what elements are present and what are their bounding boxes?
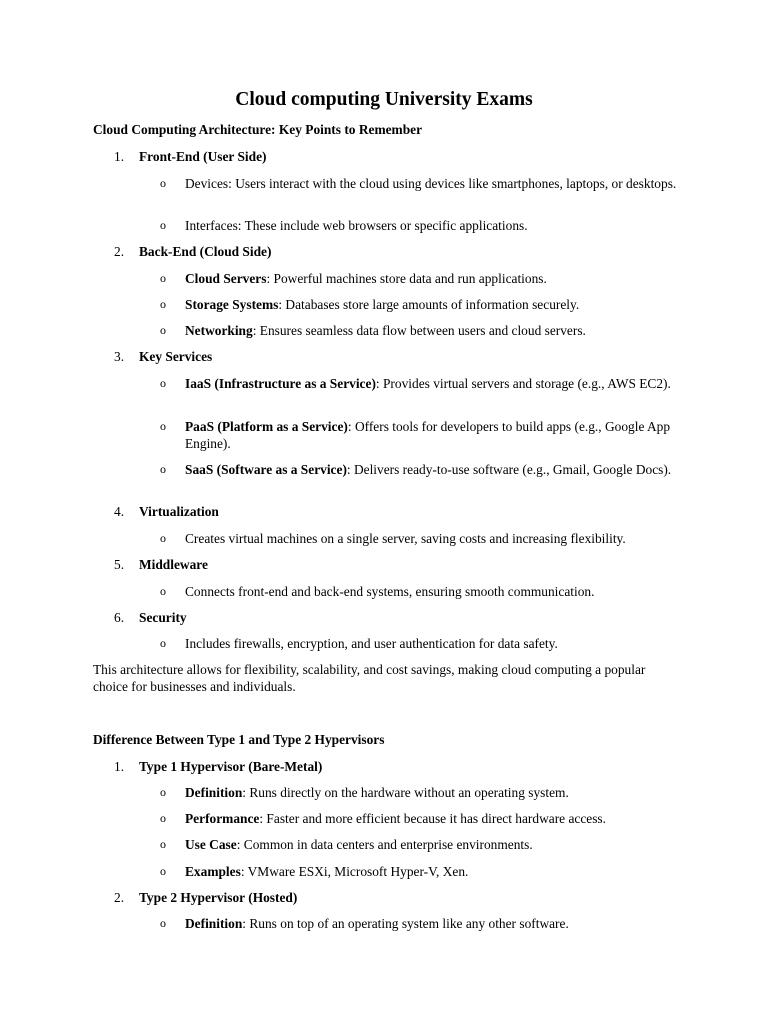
item-number: 1.: [114, 759, 125, 774]
sub-item-text: PaaS (Platform as a Service): Offers tools for developers to build apps (e.g., Google App Engine).: [185, 419, 671, 451]
bullet-icon: o: [160, 271, 166, 285]
item-title: Key Services: [139, 349, 213, 364]
sub-item-text: Connects front-end and back-end systems, ensuring smooth communication.: [185, 584, 595, 599]
item-number: 1.: [114, 149, 125, 164]
bullet-icon: o: [160, 462, 166, 476]
bullet-icon: o: [160, 218, 166, 232]
item-number: 2.: [114, 244, 125, 259]
sub-item-text: SaaS (Software as a Service): Delivers ready-to-use software (e.g., Gmail, Google Docs).: [185, 462, 672, 477]
item-title: Front-End (User Side): [139, 149, 267, 164]
sub-item-text: Cloud Servers: Powerful machines store data and run applications.: [185, 271, 547, 286]
item-number: 2.: [114, 890, 125, 905]
bullet-icon: o: [160, 297, 166, 311]
sub-item-text: Storage Systems: Databases store large amounts of information securely.: [185, 297, 580, 312]
sub-item-text: Devices: Users interact with the cloud using devices like smartphones, laptops, or desktops.: [185, 176, 677, 191]
item-number: 6.: [114, 610, 125, 625]
item-title: Security: [139, 610, 187, 625]
item-number: 5.: [114, 557, 125, 572]
bullet-icon: o: [160, 785, 166, 799]
item-number: 4.: [114, 504, 125, 519]
sub-item-text: Interfaces: These include web browsers or specific applications.: [185, 218, 528, 233]
sub-item-text: Networking: Ensures seamless data flow between users and cloud servers.: [185, 323, 586, 338]
item-title: Type 2 Hypervisor (Hosted): [139, 890, 298, 905]
item-number: 3.: [114, 349, 125, 364]
summary-paragraph: This architecture allows for flexibility, scalability, and cost savings, making cloud computing a popular choice for businesses and individuals.: [93, 662, 646, 694]
bullet-icon: o: [160, 176, 166, 190]
bullet-icon: o: [160, 916, 166, 930]
sub-item-text: Use Case: Common in data centers and enterprise environments.: [185, 837, 533, 852]
bullet-icon: o: [160, 531, 166, 545]
bullet-icon: o: [160, 419, 166, 433]
sub-item-text: Definition: Runs directly on the hardware without an operating system.: [185, 785, 569, 800]
document-title: Cloud computing University Exams: [235, 89, 533, 110]
sub-item-text: Creates virtual machines on a single server, saving costs and increasing flexibility.: [185, 531, 626, 546]
sub-item-text: Examples: VMware ESXi, Microsoft Hyper-V, Xen.: [185, 864, 469, 879]
section-heading: Cloud Computing Architecture: Key Points to Remember: [93, 122, 423, 137]
bullet-icon: o: [160, 636, 166, 650]
bullet-icon: o: [160, 837, 166, 851]
item-title: Virtualization: [139, 504, 219, 519]
bullet-icon: o: [160, 584, 166, 598]
sub-item-text: Includes firewalls, encryption, and user authentication for data safety.: [185, 636, 558, 651]
item-title: Type 1 Hypervisor (Bare-Metal): [139, 759, 323, 774]
sub-item-text: IaaS (Infrastructure as a Service): Provides virtual servers and storage (e.g., AWS EC2).: [185, 376, 671, 391]
bullet-icon: o: [160, 811, 166, 825]
section-heading: Difference Between Type 1 and Type 2 Hypervisors: [93, 732, 385, 747]
bullet-icon: o: [160, 864, 166, 878]
item-title: Back-End (Cloud Side): [139, 244, 272, 259]
bullet-icon: o: [160, 376, 166, 390]
item-title: Middleware: [139, 557, 208, 572]
bullet-icon: o: [160, 323, 166, 337]
sub-item-text: Performance: Faster and more efficient because it has direct hardware access.: [185, 811, 606, 826]
sub-item-text: Definition: Runs on top of an operating system like any other software.: [185, 916, 569, 931]
